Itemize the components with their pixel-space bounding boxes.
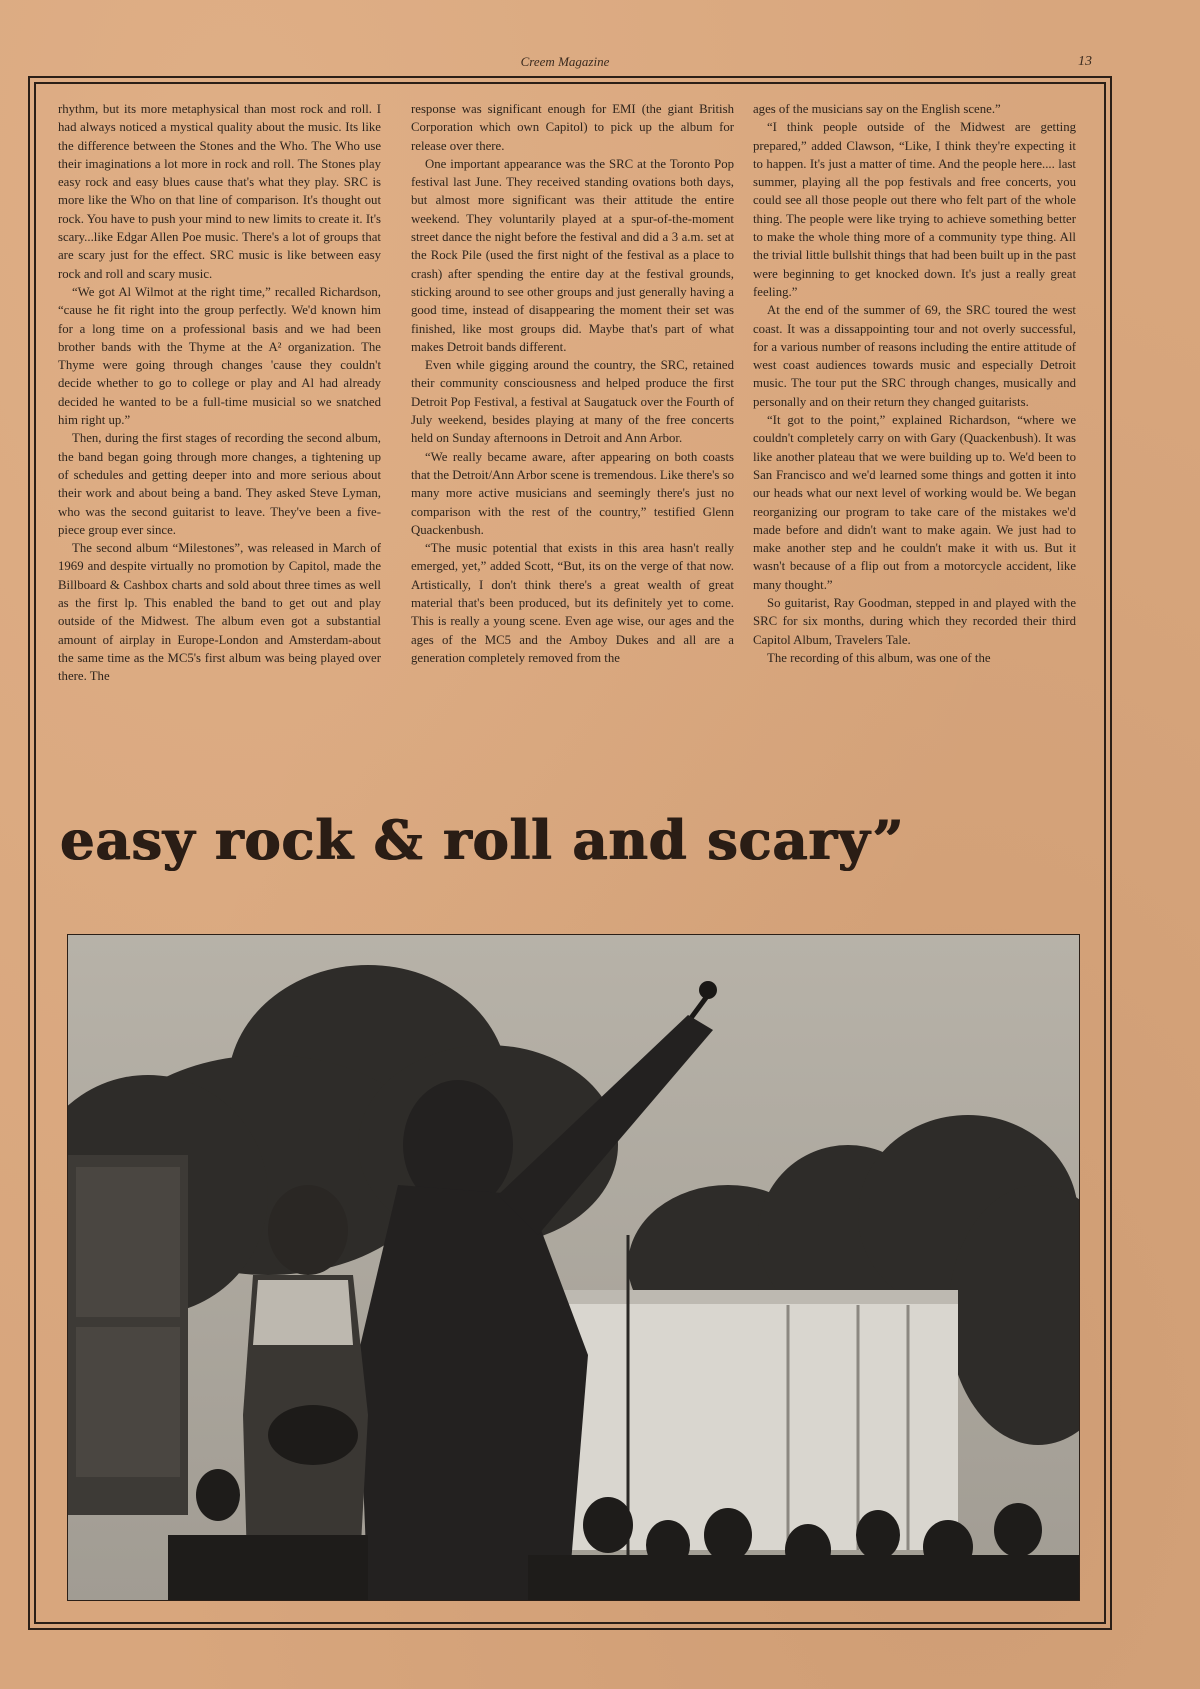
amplifier-stack xyxy=(68,1155,188,1515)
concert-photo-illustration xyxy=(68,935,1079,1600)
paragraph: “The music potential that exists in this area hasn't really emerged, yet,” added Scott, “But, its on the verge of that now. Artistically, I don't think there's a great wealth of great material that's been produced, but its definitely yet to come. This is really a young scene. Even age wise, our ages and the ages of the MC5 and the Amboy Dukes and all are a generation completely removed from the xyxy=(411,541,734,665)
paragraph: At the end of the summer of 69, the SRC toured the west coast. It was a dissappointing tour and not overly successful, for a various number of reasons including the entire attitude of west coast audiences towards music and especially Detroit music. The tour put the SRC through changes, musically and personally and on their return they changed guitarists. xyxy=(753,303,1076,409)
paragraph: ages of the musicians say on the English scene.” xyxy=(753,102,1001,116)
paragraph: rhythm, but its more metaphysical than most rock and roll. I had always noticed a mystical quality about the music. Its like the difference between the Stones and the Who. The Who use their imaginations a lot more in rock and roll. The Stones play easy rock and easy blues cause that's what they play. SRC is more like the Who on that line of comparison. It's thought out rock. You have to push your mind to new limits to create it. It's scary...like Edgar Allen Poe music. There's a lot of groups that are scary just for the effect. SRC music is like between easy rock and roll and scary music. xyxy=(58,102,381,281)
paragraph: Even while gigging around the country, the SRC, retained their community consciousness and helped produce the first Detroit Pop Festival, a festival at Saugatuck over the Fourth of July weekend, besides playing at many of the free concerts held on Sunday afternoons in Detroit and Ann Arbor. xyxy=(411,358,734,446)
paragraph: “It got to the point,” explained Richardson, “where we couldn't completely carry on with Gary (Quackenbush). It was like another plateau that we were building up to. We'd been to San Francisco and we'd learned some things and gotten it into our heads what our next level of working would be. We began reorganizing our program to take care of the mistakes we'd made before and didn't want to make again. We just had to make another step and he couldn't make it with us. But it wasn't because of a flip out from a motorcycle accident, like many thought.” xyxy=(753,413,1076,592)
paragraph: Then, during the first stages of recording the second album, the band began going through more changes, a tightening up of schedules and getting deeper into and more serious about their work and about being a band. They asked Steve Lyman, who was the second guitarist to leave. They've been a five-piece group ever since. xyxy=(58,431,381,537)
article-column-1 xyxy=(58,100,381,800)
page-number: 13 xyxy=(1078,54,1092,69)
paragraph: “We got Al Wilmot at the right time,” recalled Richardson, “cause he fit right into the group perfectly. We'd known him for a long time on a professional basis and we had been brother bands with the Thyme at the A² organization. The Thyme were going through changes 'cause they couldn't decide whether to go to college or play and Al had already decided he wanted to be a full-time musicial so we snatched him right up.” xyxy=(58,284,381,428)
concert-photo xyxy=(67,934,1080,1601)
article-column-3 xyxy=(753,100,1076,800)
running-header xyxy=(0,54,1200,74)
paragraph: One important appearance was the SRC at the Toronto Pop festival last June. They received standing ovations both days, but almost more significant was their attitude the entire weekend. They voluntarily played at a spur-of-the-moment street dance the night before the festival and did a 3 a.m. set at the Rock Pile (used the first night of the festival as a place to crash) after spending the entire day at the festival grounds, sticking around to see other groups and just generally having a good time, instead of disappearing the moment their set was finished, like most groups did. Maybe that's part of what makes Detroit bands different. xyxy=(411,156,734,354)
paragraph: The second album “Milestones”, was released in March of 1969 and despite virtually no promotion by Capitol, made the Billboard & Cashbox charts and sold about three times as well as the first lp. This enabled the band to get out and play outside of the Midwest. The album even got a substantial amount of airplay in Europe-London and Amsterdam-about the same time as the MC5's first album was being played over there. The xyxy=(58,541,381,684)
pull-quote-headline: easy rock & roll and scary” xyxy=(60,808,905,872)
article-column-2 xyxy=(411,100,734,800)
paragraph: “I think people outside of the Midwest are getting prepared,” added Clawson, “Like, I think they're expecting it to happen. It's just a matter of time. And the people here.... last summer, playing all the pop festivals and free concerts, you could see all those people out there who felt part of the whole thing. The people were like trying to achieve something better to make the whole thing more of a community type thing. All the trivial little bullshit things that had been built up in the past were beginning to get knocked down. It's just a really great feeling.” xyxy=(753,120,1076,299)
paragraph: So guitarist, Ray Goodman, stepped in and played with the SRC for six months, during which they recorded their third Capitol Album, Travelers Tale. xyxy=(753,596,1076,647)
paragraph: The recording of this album, was one of the xyxy=(767,650,991,665)
paragraph: “We really became aware, after appearing on both coasts that the Detroit/Ann Arbor scene is tremendous. Like there's so many more active musicians and seemingly there's just no comparison with the rest of the country,” testified Glenn Quackenbush. xyxy=(411,449,734,537)
article-body xyxy=(58,100,1088,800)
paragraph: response was significant enough for EMI (the giant British Corporation which own Capitol) to pick up the album for release over there. xyxy=(411,102,734,153)
magazine-title: Creem Magazine xyxy=(520,54,610,69)
